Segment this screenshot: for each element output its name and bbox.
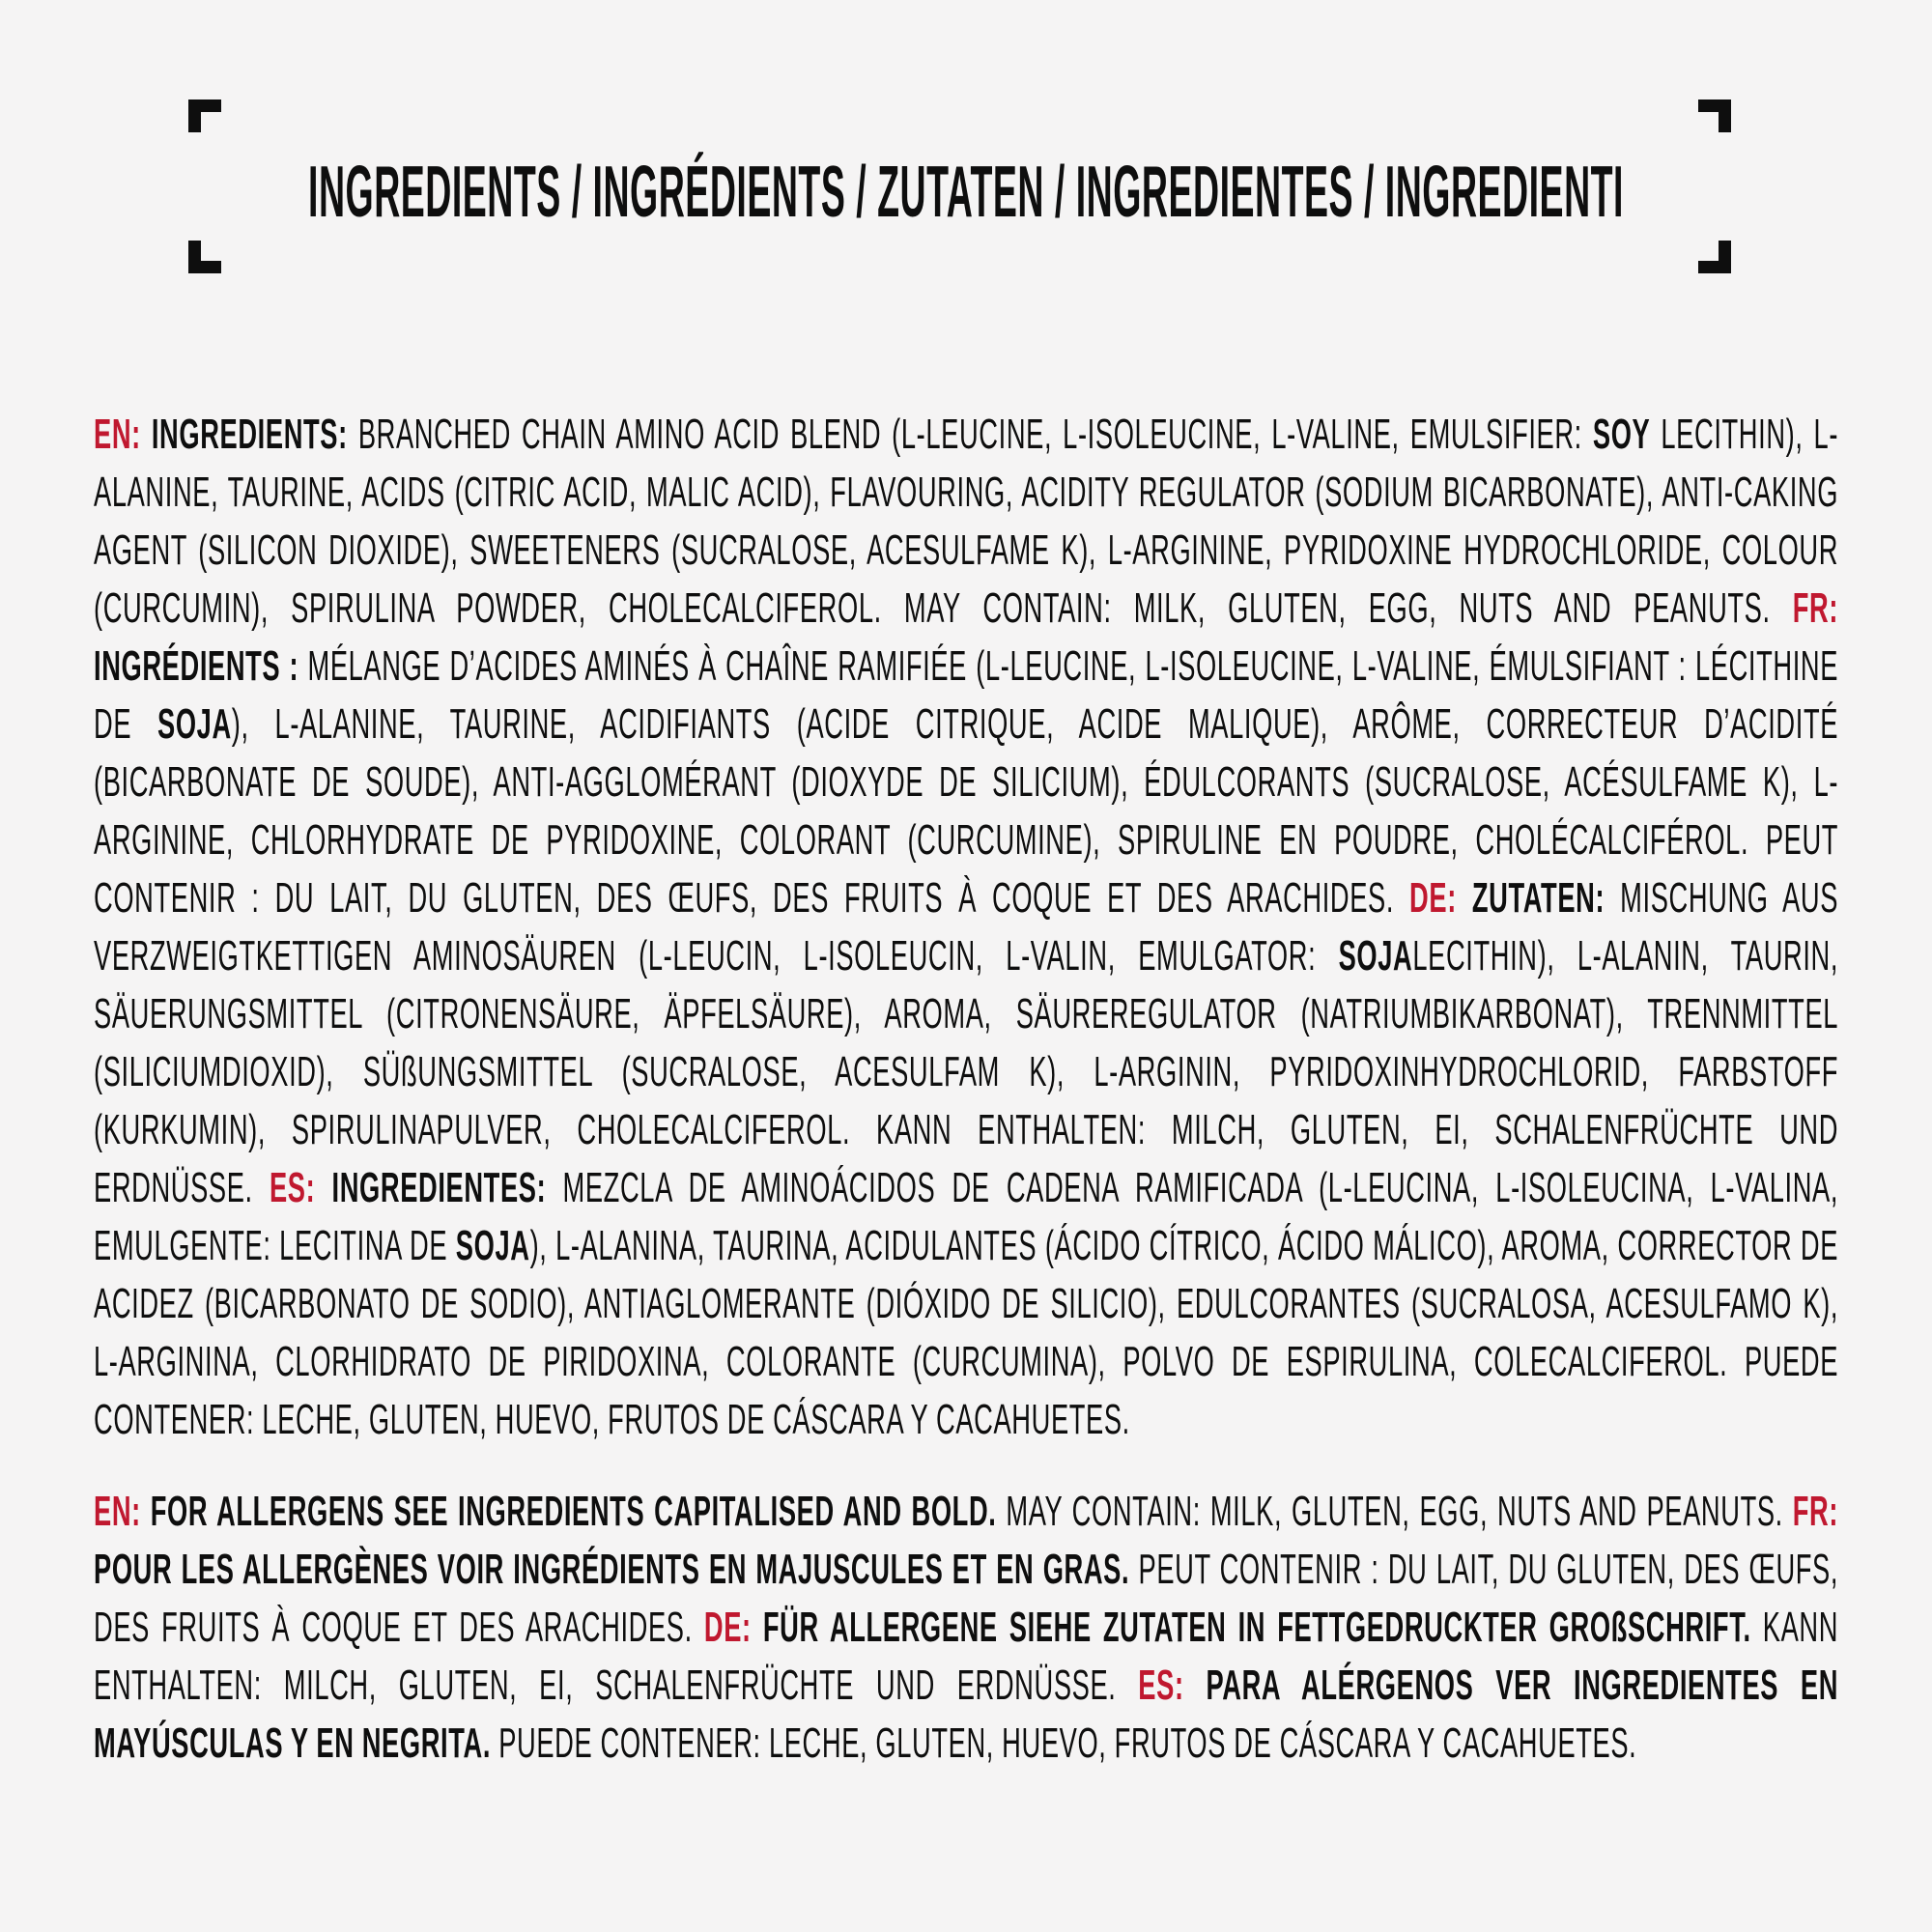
frame-corner-top-left-icon xyxy=(188,99,221,132)
text-segment: INGRÉDIENTS : xyxy=(94,642,308,690)
text-segment: LECITHIN), L-ALANIN, TAURIN, SÄUERUNGSMITTEL (CITRONENSÄURE, ÄPFELSÄURE), AROMA, SÄUREREGULATOR (NATRIUMBIKARBONAT), TRENNMITTEL (SILICIUMDIOXID), SÜßUNGSMITTEL (SUCRALOSE, ACESULFAM K), L-ARGININ, PYRIDOXINHYDROCHLORID, FARBSTOFF (KURKUMIN), SPIRULINAPULVER, CHOLECALCIFEROL. KANN ENTHALTEN: MILCH, GLUTEN, EI, SCHALENFRÜCHTE UND ERDNÜSSE. xyxy=(94,932,1839,1211)
ingredients-paragraph xyxy=(94,406,1838,1449)
language-label: FR: xyxy=(1792,1488,1839,1535)
text-segment: SOJA xyxy=(157,700,232,748)
text-segment: SOY xyxy=(1592,411,1651,458)
page-title: INGREDIENTS / INGRÉDIENTS / ZUTATEN / INGREDIENTES / INGREDIENTI xyxy=(308,151,1624,232)
text-segment: MÉLANGE D’ACIDES AMINÉS À CHAÎNE RAMIFIÉE (L-LEUCINE, L-ISOLEUCINE, L-VALINE, ÉMULSIFIANT : LÉCITHINE DE xyxy=(94,642,1839,748)
ingredients-section xyxy=(94,406,1838,1449)
language-label: EN: xyxy=(94,411,152,458)
text-segment: PEUT CONTENIR : DU LAIT, DU GLUTEN, DES ŒUFS, DES FRUITS À COQUE ET DES ARACHIDES. xyxy=(94,1546,1839,1651)
text-segment: FÜR ALLERGENE SIEHE ZUTATEN IN FETTGEDRUCKTER GROßSCHRIFT. xyxy=(762,1604,1763,1651)
allergens-section xyxy=(94,1483,1838,1773)
text-segment: KANN ENTHALTEN: MILCH, GLUTEN, EI, SCHALENFRÜCHTE UND ERDNÜSSE. xyxy=(94,1604,1839,1709)
language-label: ES: xyxy=(1138,1662,1207,1709)
allergens-paragraph xyxy=(94,1483,1838,1773)
text-segment: MAY CONTAIN: MILK, GLUTEN, EGG, NUTS AND PEANUTS. xyxy=(1006,1488,1793,1535)
title-block xyxy=(0,152,1932,248)
text-segment: PARA ALÉRGENOS VER INGREDIENTES EN MAYÚSCULAS Y EN NEGRITA. xyxy=(94,1662,1839,1767)
frame-corner-top-right-icon xyxy=(1698,99,1731,132)
text-segment: ), L-ALANINE, TAURINE, ACIDIFIANTS (ACIDE CITRIQUE, ACIDE MALIQUE), ARÔME, CORRECTEUR D’ACIDITÉ (BICARBONATE DE SOUDE), ANTI-AGGLOMÉRANT (DIOXYDE DE SILICIUM), ÉDULCORANTS (SUCRALOSE, ACÉSULFAME K), L-ARGININE, CHLORHYDRATE DE PYRIDOXINE, COLORANT (CURCUMINE), SPIRULINE EN POUDRE, CHOLÉCALCIFÉROL. PEUT CONTENIR : DU LAIT, DU GLUTEN, DES ŒUFS, DES FRUITS À COQUE ET DES ARACHIDES. xyxy=(94,700,1839,922)
language-label: ES: xyxy=(269,1164,332,1211)
language-label: DE: xyxy=(703,1604,763,1651)
text-segment: MEZCLA DE AMINOÁCIDOS DE CADENA RAMIFICADA (L-LEUCINA, L-ISOLEUCINA, L-VALINA, EMULGENTE: LECITINA DE xyxy=(94,1164,1839,1269)
language-label: DE: xyxy=(1409,874,1472,922)
language-label: EN: xyxy=(94,1488,151,1535)
text-segment: INGREDIENTS: xyxy=(151,411,358,458)
text-segment: POUR LES ALLERGÈNES VOIR INGRÉDIENTS EN MAJUSCULES ET EN GRAS. xyxy=(94,1546,1139,1593)
text-segment: SOJA xyxy=(1338,932,1413,980)
text-segment: ZUTATEN: xyxy=(1471,874,1621,922)
text-segment: FOR ALLERGENS SEE INGREDIENTS CAPITALISED AND BOLD. xyxy=(150,1488,1007,1535)
text-segment: ), L-ALANINA, TAURINA, ACIDULANTES (ÁCIDO CÍTRICO, ÁCIDO MÁLICO), AROMA, CORRECTOR DE ACIDEZ (BICARBONATO DE SODIO), ANTIAGLOMERANTE (DIÓXIDO DE SILICIO), EDULCORANTES (SUCRALOSA, ACESULFAMO K), L-ARGININA, CLORHIDRATO DE PIRIDOXINA, COLORANTE (CURCUMINA), POLVO DE ESPIRULINA, COLECALCIFEROL. PUEDE CONTENER: LECHE, GLUTEN, HUEVO, FRUTOS DE CÁSCARA Y CACAHUETES. xyxy=(94,1222,1839,1443)
text-segment: SOJA xyxy=(455,1222,530,1269)
text-segment: BRANCHED CHAIN AMINO ACID BLEND (L-LEUCINE, L-ISOLEUCINE, L-VALINE, EMULSIFIER: xyxy=(357,411,1593,458)
text-segment: PUEDE CONTENER: LECHE, GLUTEN, HUEVO, FRUTOS DE CÁSCARA Y CACAHUETES. xyxy=(498,1719,1637,1767)
language-label: FR: xyxy=(1792,584,1839,632)
text-segment: LECITHIN), L-ALANINE, TAURINE, ACIDS (CITRIC ACID, MALIC ACID), FLAVOURING, ACIDITY REGULATOR (SODIUM BICARBONATE), ANTI-CAKING AGENT (SILICON DIOXIDE), SWEETENERS (SUCRALOSE, ACESULFAME K), L-ARGININE, PYRIDOXINE HYDROCHLORIDE, COLOUR (CURCUMIN), SPIRULINA POWDER, CHOLECALCIFEROL. MAY CONTAIN: MILK, GLUTEN, EGG, NUTS AND PEANUTS. xyxy=(94,411,1839,632)
text-segment: MISCHUNG AUS VERZWEIGTKETTIGEN AMINOSÄUREN (L-LEUCIN, L-ISOLEUCIN, L-VALIN, EMULGATOR: xyxy=(94,874,1839,980)
text-segment: INGREDIENTES: xyxy=(331,1164,563,1211)
